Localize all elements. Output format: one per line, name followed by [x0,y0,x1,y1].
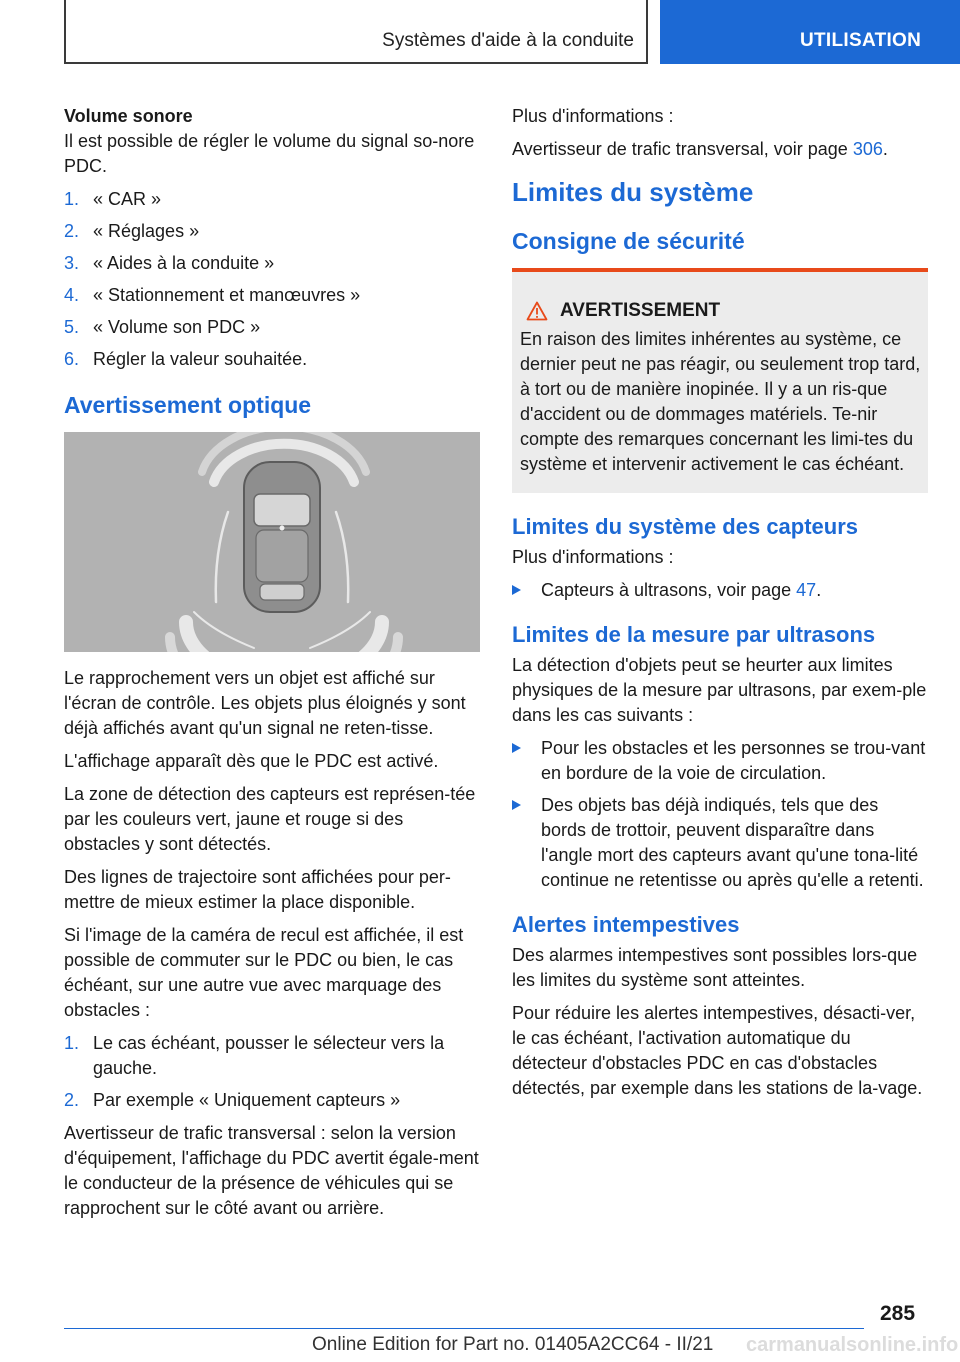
paragraph: Des alarmes intempestives sont possibles lors-que les limites du système sont atteintes. [512,945,918,990]
paragraph: Pour réduire les alertes intempestives, désacti-ver, le cas échéant, l'activation automatique du détecteur d'obstacles PDC en cas d'obstacles détectés, par exemple dans les stations de la-vage. [512,1003,923,1098]
paragraph: Avertisseur de trafic transversal : selon la version d'équipement, l'affichage du PDC avertit égale-ment le conducteur de la présence de véhicules qui se rapprochent sur le côté avant ou arrière. [64,1123,479,1218]
paragraph: La détection d'objets peut se heurter aux limites physiques de la mesure par ultrasons, par exem-ple dans les cas suivants : [512,655,927,725]
bullet-triangle-icon [512,743,521,753]
list-item: 1. « CAR » [64,189,162,209]
paragraph: La zone de détection des capteurs est représen-tée par les couleurs vert, jaune et rouge si des obstacles y sont détectés. [64,784,476,854]
optical-warning-heading: Avertissement optique [64,392,312,418]
paragraph: Si l'image de la caméra de recul est affichée, il est possible de commuter sur le PDC ou bien, le cas échéant, sur une autre vue avec marquage des obstacles : [64,925,464,1020]
cross-traffic-reference: Avertisseur de trafic transversal, voir page 306. [512,139,888,159]
footer-divider [64,1328,864,1329]
list-item: 1. Le cas échéant, pousser le sélecteur vers la gauche. [64,1033,445,1078]
list-item: Capteurs à ultrasons, voir page 47. [512,578,928,603]
page-link-47[interactable]: 47 [796,580,817,600]
bullet-triangle-icon [512,800,521,810]
list-item: 5. « Volume son PDC » [64,317,261,337]
volume-text: Il est possible de régler le volume du signal so-nore PDC. [64,131,475,176]
pdc-display-illustration [64,432,480,652]
camera-steps [64,1031,480,1113]
bullet-triangle-icon [512,585,521,595]
right-column [512,104,928,1109]
more-info-label: Plus d'informations : [512,106,674,126]
list-item: 4. « Stationnement et manœuvres » [64,285,361,305]
ultrasound-cases [512,736,928,893]
list-item: Des objets bas déjà indiqués, tels que des bords de trottoir, peuvent disparaître dans l'angle mort des capteurs avant qu'une tona-lité continue ne retentisse ou après qu'elle a retenti. [512,793,928,893]
warning-label: AVERTISSEMENT [560,300,721,321]
list-item: 3. « Aides à la conduite » [64,253,275,273]
list-item: 2. Par exemple « Uniquement capteurs » [64,1090,401,1110]
left-column [64,104,480,1229]
warning-box [512,268,928,493]
header-chapter-title: UTILISATION [800,30,922,51]
sensor-limits-heading: Limites du système des capteurs [512,514,859,539]
car-top-view-icon [64,432,480,652]
warning-text: En raison des limites inhérentes au système, ce dernier peut ne pas réagir, ou seulement trop tard, à tort ou de manière inopinée. Il y a un ris-que d'accident ou de dommages matériels. Te-nir compte des remarques concernant les limi-tes du système et intervenir activement le cas échéant. [520,329,921,474]
safety-note-heading: Consigne de sécurité [512,228,745,254]
warning-triangle-icon [526,301,548,321]
warning-header [520,298,922,323]
list-item: 2. « Réglages » [64,221,200,241]
ultrasound-limits-heading: Limites de la mesure par ultrasons [512,622,876,647]
more-info-label: Plus d'informations : [512,547,674,567]
sensor-links [512,578,928,603]
volume-heading: Volume sonore [64,106,193,126]
header-chapter-tab [660,0,960,64]
list-item: Pour les obstacles et les personnes se trou-vant en bordure de la voie de circulation. [512,736,928,786]
false-alerts-heading: Alertes intempestives [512,912,740,937]
page-link-306[interactable]: 306 [852,139,883,159]
header-section-box [64,0,648,64]
list-item: 6. Régler la valeur souhaitée. [64,349,308,369]
page-number: 285 [880,1302,916,1325]
footer-edition: Online Edition for Part no. 01405A2CC64 - II/21 [312,1334,714,1355]
paragraph: L'affichage apparaît dès que le PDC est activé. [64,751,439,771]
paragraph: Des lignes de trajectoire sont affichées pour per-mettre de mieux estimer la place disponible. [64,867,451,912]
system-limits-heading: Limites du système [512,177,754,207]
header-section-title: Systèmes d'aide à la conduite [382,30,634,51]
paragraph: Le rapprochement vers un objet est affiché sur l'écran de contrôle. Les objets plus éloignés y sont déjà affichés avant qu'un signal ne reten-tisse. [64,668,466,738]
watermark: carmanualsonline.info [746,1334,959,1356]
volume-steps [64,187,480,372]
